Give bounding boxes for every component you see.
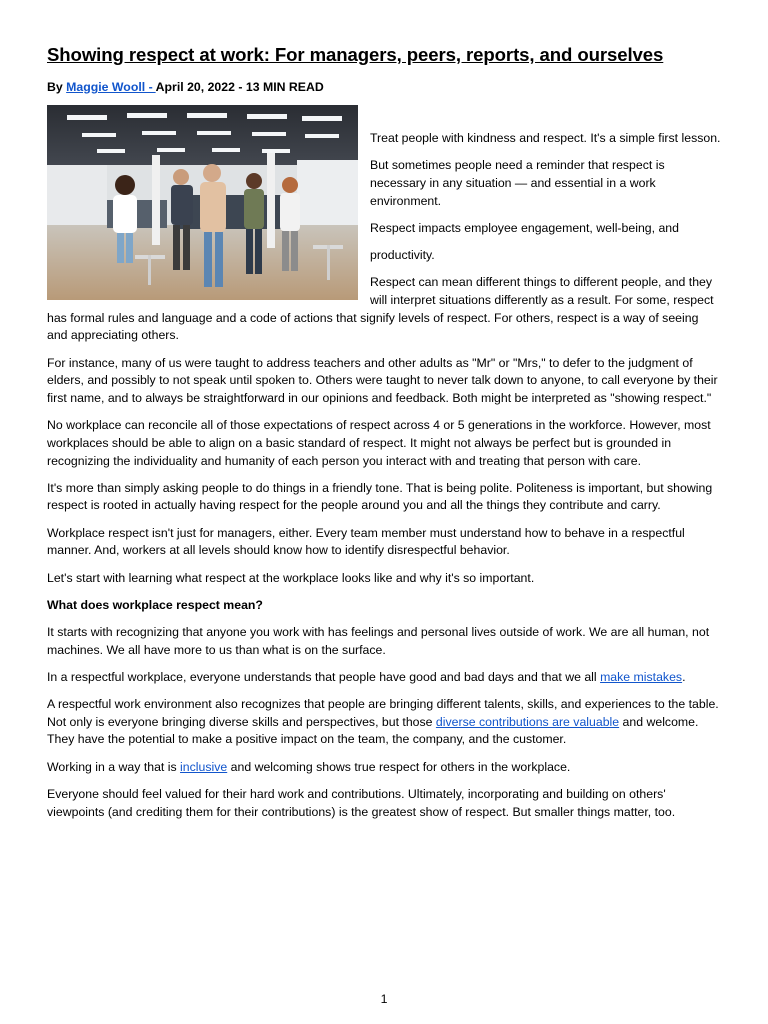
body-paragraph bbox=[47, 759, 721, 777]
author-link[interactable]: Maggie Wooll - bbox=[66, 80, 156, 94]
byline-meta: April 20, 2022 - 13 MIN READ bbox=[155, 80, 324, 94]
text-span: and welcome. They have the potential to make a positive impact on the team, the company, and the customer. bbox=[47, 714, 699, 747]
body-paragraph: Respect can mean different things to different people, and they will interpret situations differently as a result. For some, respect has formal rules and language and a code of actions that signify levels of respect. For others, respect is a way of seeing and appreciating others. bbox=[47, 275, 714, 343]
page-number: 1 bbox=[380, 992, 388, 1006]
intro-paragraph: Treat people with kindness and respect. It's a simple first lesson. bbox=[370, 131, 721, 145]
body-paragraph: Workplace respect isn't just for managers, either. Every team member must understand how to behave in a respectful manner. And, workers at all levels should know how to identify disrespectful behavior. bbox=[47, 525, 685, 558]
byline bbox=[47, 79, 721, 95]
office-photo-illustration bbox=[47, 105, 358, 300]
text-span: Working in a way that is bbox=[47, 759, 181, 774]
intro-paragraph: Respect impacts employee engagement, well-being, and bbox=[370, 220, 679, 235]
intro-paragraph: productivity. bbox=[370, 248, 435, 263]
inclusive-link[interactable]: inclusive bbox=[180, 759, 228, 774]
diverse-contributions-link[interactable]: diverse contributions are valuable bbox=[435, 714, 620, 729]
body-paragraph bbox=[47, 696, 721, 749]
article-photo bbox=[47, 105, 358, 300]
text-span: A respectful work environment also recognizes that people are bringing different talents, skills, and experiences to the table. Not only is everyone bringing diverse skills and perspectives, but those bbox=[47, 697, 719, 729]
body-paragraph bbox=[47, 669, 721, 687]
document-page bbox=[47, 42, 721, 831]
text-span: In a respectful workplace, everyone understands that people have good and bad days and that we all bbox=[47, 669, 601, 684]
article-title: Showing respect at work: For managers, peers, reports, and ourselves bbox=[47, 44, 664, 65]
body-paragraph: Let's start with learning what respect at the workplace looks like and why it's so important. bbox=[47, 570, 535, 585]
body-paragraph: No workplace can reconcile all of those expectations of respect across 4 or 5 generations in the workforce. However, most workplaces should be able to align on a basic standard of respect. It might not always be perfect but is grounded in recognizing the individuality and humanity of each person you interact with and treating that person with care. bbox=[47, 418, 711, 468]
body-paragraph: For instance, many of us were taught to address teachers and other adults as "Mr" or "Mrs," to defer to the judgment of elders, and possibly to not speak until spoken to. Others were taught to never talk down to anyone, to call everyone by their first name, and to always be straightforward in our opinions and feedback. Both might be interpreted as "showing respect." bbox=[47, 355, 718, 405]
body-paragraph: It starts with recognizing that anyone you work with has feelings and personal lives outside of work. We are all human, not machines. We all have more to us than what is on the surface. bbox=[47, 624, 710, 657]
intro-paragraph: But sometimes people need a reminder that respect is necessary in any situation — and essential in a work environment. bbox=[370, 158, 665, 208]
text-span: and welcoming shows true respect for others in the workplace. bbox=[227, 759, 571, 774]
article-body bbox=[47, 104, 721, 821]
text-span: . bbox=[682, 669, 686, 684]
byline-prefix: By bbox=[47, 80, 67, 94]
make-mistakes-link[interactable]: make mistakes bbox=[600, 669, 683, 684]
body-paragraph: It's more than simply asking people to do things in a friendly tone. That is being polite. Politeness is important, but showing respect is rooted in actually having respect for the people around you and all the things they contribute and carry. bbox=[47, 480, 713, 513]
section-heading: What does workplace respect mean? bbox=[47, 597, 263, 612]
body-paragraph: Everyone should feel valued for their hard work and contributions. Ultimately, incorporating and building on others' viewpoints (and crediting them for their contributions) is the greatest show of respect. But smaller things matter, too. bbox=[47, 786, 676, 819]
